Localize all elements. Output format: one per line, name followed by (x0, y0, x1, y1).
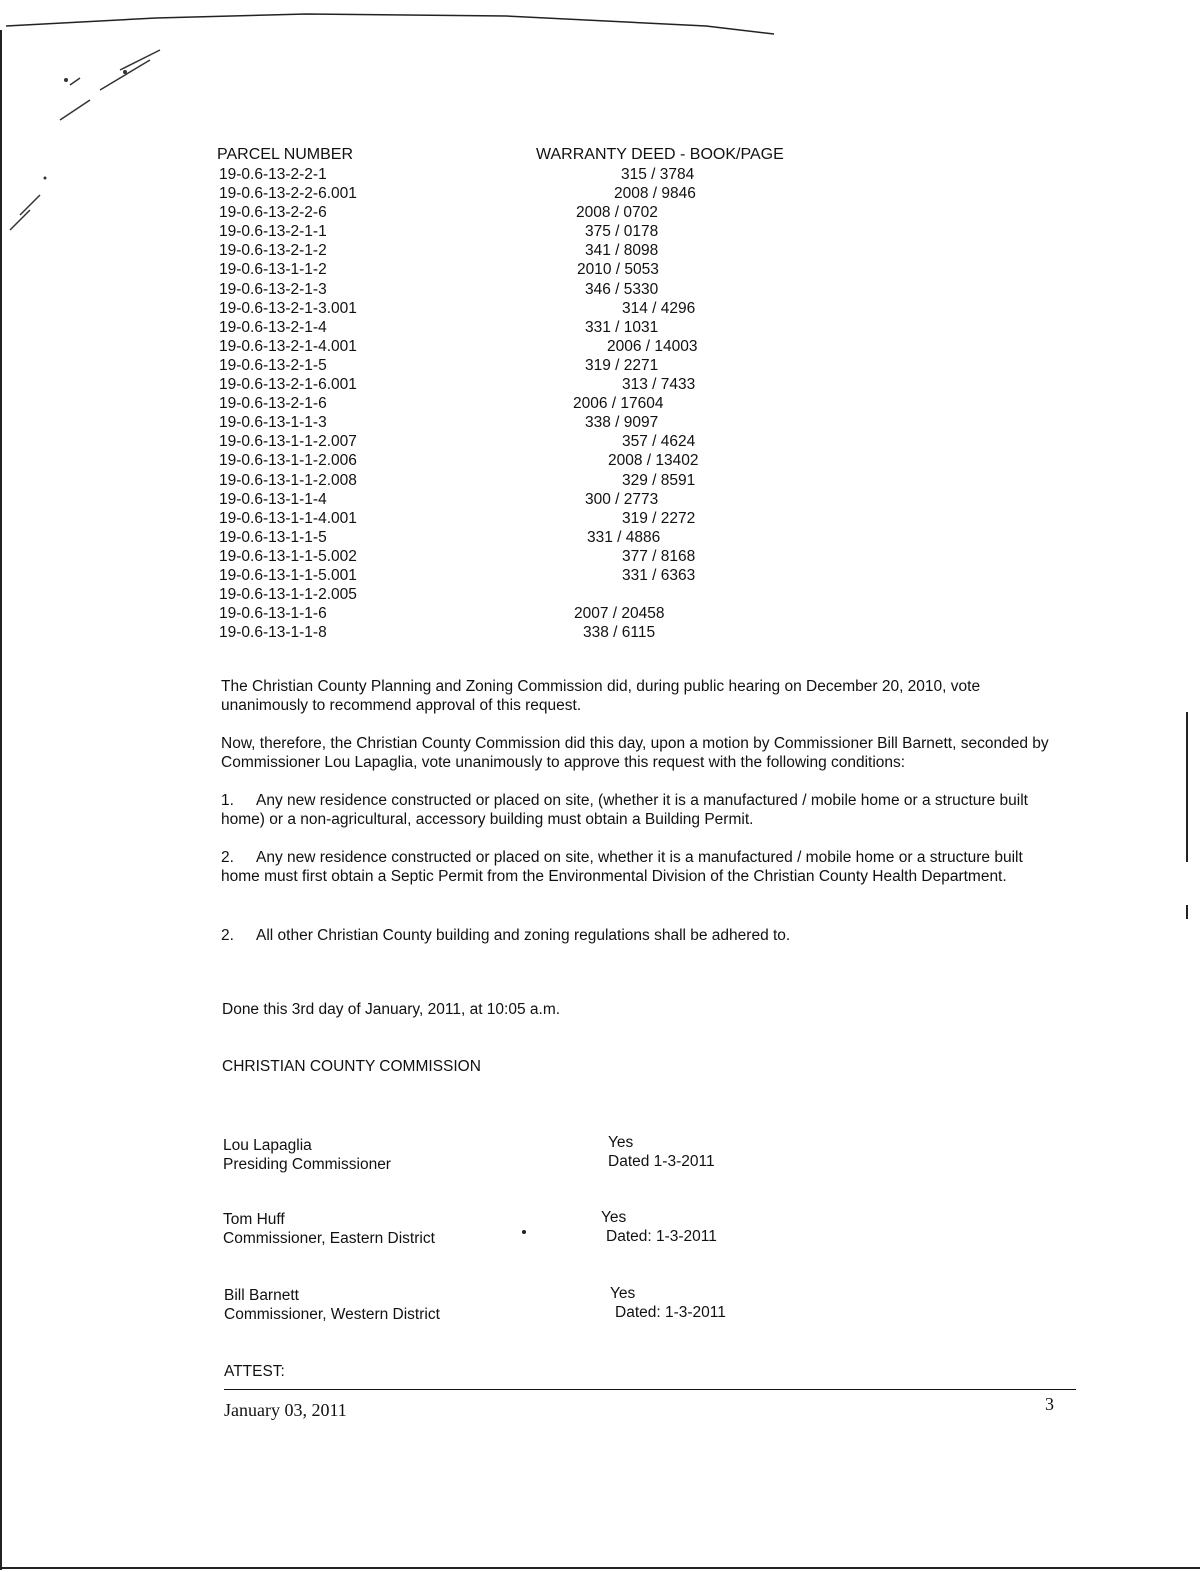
signatory-title: Presiding Commissioner (223, 1156, 391, 1173)
deed-book-page: 331 / 4886 (587, 528, 661, 546)
deed-book-page: 2007 / 20458 (574, 605, 665, 623)
parcel-number: 19-0.6-13-2-1-4 (219, 318, 327, 336)
deed-book-page: 2006 / 17604 (573, 395, 664, 413)
table-row (0, 528, 1200, 547)
commission-heading: CHRISTIAN COUNTY COMMISSION (222, 1058, 481, 1075)
table-row (0, 509, 1200, 528)
vote-date: Dated: 1-3-2011 (606, 1228, 717, 1245)
signatory-lapaglia (223, 1136, 391, 1174)
parcel-number: 19-0.6-13-2-2-6 (219, 204, 327, 222)
table-row (0, 184, 1200, 203)
deed-book-page: 319 / 2271 (585, 356, 659, 374)
condition-3 (221, 926, 1061, 945)
table-row (0, 241, 1200, 260)
deed-book-page: 2006 / 14003 (607, 337, 698, 355)
parcel-number: 19-0.6-13-2-1-6.001 (219, 376, 357, 394)
table-row (0, 222, 1200, 241)
table-row (0, 451, 1200, 470)
parcel-deed-table (0, 165, 1200, 642)
parcel-number: 19-0.6-13-2-1-4.001 (219, 337, 357, 355)
deed-book-page: 313 / 7433 (622, 376, 696, 394)
deed-book-page: 375 / 0178 (585, 223, 659, 241)
parcel-number: 19-0.6-13-2-1-3.001 (219, 299, 357, 317)
signatory-barnett (224, 1286, 440, 1324)
table-row (0, 623, 1200, 642)
signatory-huff (223, 1210, 435, 1248)
table-row (0, 604, 1200, 623)
parcel-number: 19-0.6-13-1-1-3 (219, 414, 327, 432)
deed-book-page: 314 / 4296 (622, 299, 696, 317)
vote-date: Dated 1-3-2011 (608, 1153, 715, 1170)
deed-book-page: 357 / 4624 (622, 433, 696, 451)
table-row (0, 490, 1200, 509)
parcel-number: 19-0.6-13-1-1-5.001 (219, 566, 357, 584)
parcel-number: 19-0.6-13-1-1-6 (219, 605, 327, 623)
parcel-number: 19-0.6-13-2-1-2 (219, 242, 327, 260)
signatory-name: Tom Huff (223, 1211, 285, 1228)
vote-huff (601, 1208, 717, 1246)
parcel-number: 19-0.6-13-1-1-2.006 (219, 452, 357, 470)
condition-number: 2. (221, 927, 234, 944)
deed-book-page: 346 / 5330 (585, 280, 659, 298)
attest-label: ATTEST: (224, 1363, 285, 1380)
parcel-number: 19-0.6-13-1-1-2.007 (219, 433, 357, 451)
vote-value: Yes (610, 1285, 636, 1302)
parcel-number: 19-0.6-13-2-2-6.001 (219, 185, 357, 203)
table-row (0, 260, 1200, 279)
parcel-number: 19-0.6-13-1-1-4 (219, 490, 327, 508)
condition-number: 1. (221, 792, 234, 809)
table-row (0, 337, 1200, 356)
parcel-number: 19-0.6-13-1-1-8 (219, 624, 327, 642)
deed-book-page: 300 / 2773 (585, 490, 659, 508)
condition-1 (221, 791, 1061, 829)
deed-book-page: 331 / 1031 (585, 318, 659, 336)
warranty-deed-header: WARRANTY DEED - BOOK/PAGE (536, 146, 784, 163)
deed-book-page: 329 / 8591 (622, 471, 696, 489)
deed-book-page: 2008 / 9846 (614, 185, 696, 203)
table-row (0, 413, 1200, 432)
vote-value: Yes (601, 1209, 627, 1226)
condition-text: Any new residence constructed or placed on site, (whether it is a manufactured / mobile home or a structure built home) or a non-agricultural, accessory building must obtain a Building Permit. (221, 792, 1028, 828)
right-margin-mark (1186, 905, 1188, 919)
parcel-number: 19-0.6-13-1-1-4.001 (219, 509, 357, 527)
hearing-paragraph: The Christian County Planning and Zoning Commission did, during public hearing on December 20, 2010, vote unanimously to recommend approval of this request. (221, 678, 981, 714)
table-row (0, 165, 1200, 184)
deed-book-page: 319 / 2272 (622, 509, 696, 527)
parcel-number: 19-0.6-13-1-1-2 (219, 261, 327, 279)
table-row (0, 566, 1200, 585)
signatory-title: Commissioner, Eastern District (223, 1230, 435, 1247)
deed-book-page: 338 / 9097 (585, 414, 659, 432)
parcel-number: 19-0.6-13-2-1-6 (219, 395, 327, 413)
condition-number: 2. (221, 849, 234, 866)
right-margin-mark (1186, 712, 1188, 862)
table-row (0, 280, 1200, 299)
condition-text: All other Christian County building and zoning regulations shall be adhered to. (256, 927, 791, 944)
parcel-number: 19-0.6-13-1-1-5.002 (219, 547, 357, 565)
parcel-number: 19-0.6-13-2-2-1 (219, 166, 327, 183)
deed-book-page: 315 / 3784 (621, 166, 695, 183)
deed-book-page: 2008 / 0702 (576, 204, 658, 222)
scanned-page-bottom-edge (0, 1567, 1200, 1569)
parcel-number: 19-0.6-13-2-1-5 (219, 356, 327, 374)
table-row (0, 375, 1200, 394)
table-row (0, 394, 1200, 413)
table-row (0, 547, 1200, 566)
parcel-number-header: PARCEL NUMBER (217, 146, 354, 163)
parcel-number: 19-0.6-13-2-1-1 (219, 223, 327, 241)
parcel-number: 19-0.6-13-2-1-3 (219, 280, 327, 298)
parcel-number: 19-0.6-13-1-1-2.005 (219, 586, 357, 604)
vote-value: Yes (608, 1134, 634, 1151)
table-row (0, 432, 1200, 451)
vote-date: Dated: 1-3-2011 (615, 1304, 726, 1321)
deed-book-page: 377 / 8168 (622, 547, 696, 565)
deed-book-page: 331 / 6363 (622, 566, 696, 584)
table-row (0, 585, 1200, 604)
condition-text: Any new residence constructed or placed on site, whether it is a manufactured / mobile home or a structure built home must first obtain a Septic Permit from the Environmental Division of the Christian County Health Department. (221, 849, 1023, 885)
deed-book-page: 2010 / 5053 (577, 261, 659, 279)
deed-book-page: 341 / 8098 (585, 242, 659, 260)
signatory-name: Lou Lapaglia (223, 1137, 312, 1154)
page-number: 3 (1045, 1394, 1054, 1414)
table-row (0, 318, 1200, 337)
deed-book-page: 2008 / 13402 (608, 452, 699, 470)
vote-lapaglia (608, 1133, 715, 1171)
footer-rule (224, 1389, 1076, 1390)
table-row (0, 299, 1200, 318)
vote-barnett (610, 1284, 726, 1322)
motion-paragraph: Now, therefore, the Christian County Commission did this day, upon a motion by Commissioner Bill Barnett, seconded by Commissioner Lou Lapaglia, vote unanimously to approve this request with the following conditions: (221, 735, 1049, 771)
parcel-number: 19-0.6-13-1-1-5 (219, 528, 327, 546)
deed-book-page: 338 / 6115 (583, 624, 656, 642)
signatory-title: Commissioner, Western District (224, 1306, 440, 1323)
signatory-name: Bill Barnett (224, 1287, 299, 1304)
done-date-line: Done this 3rd day of January, 2011, at 10:05 a.m. (222, 1001, 561, 1018)
table-row (0, 356, 1200, 375)
table-row (0, 203, 1200, 222)
condition-2 (221, 848, 1061, 886)
stray-mark (522, 1230, 526, 1234)
footer-date: January 03, 2011 (224, 1400, 347, 1420)
parcel-number: 19-0.6-13-1-1-2.008 (219, 471, 357, 489)
table-row (0, 471, 1200, 490)
